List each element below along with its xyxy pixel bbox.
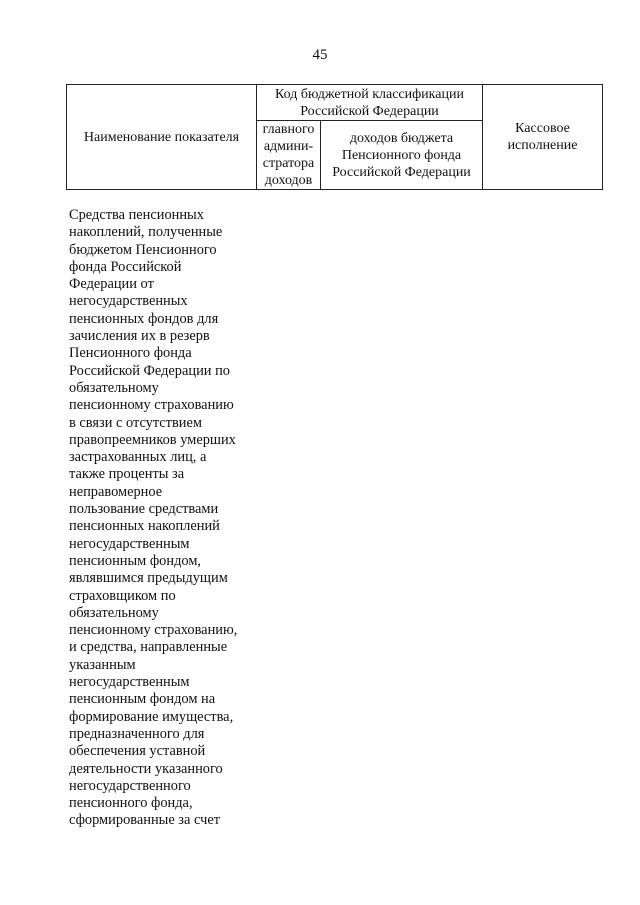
indicator-description: Средства пенсионных накоплений, полученные бюджетом Пенсионного фонда Российской Федерации от негосударственных пенсионных фондов для зачисления их в резерв Пенсионного фонда Российской Федерации по обязательному пенсионному страхованию в связи с отсутствием правопреемников умерших застрахованных лиц, а также проценты за неправомерное пользование средствами пенсионных накоплений негосударственным пенсионным фондом, являвшимся предыдущим страховщиком по обязательному пенсионному страхованию, и средства, направленные указанным негосударственным пенсионным фондом на формирование имущества, предназначенного для обеспечения уставной деятельности указанного негосударственного пенсионного фонда, сформированные за счет [69,207,238,829]
header-chief-administrator: главного админи-стратора доходов [257,121,321,190]
header-budget-code-group: Код бюджетной классификации Российской Федерации [257,85,483,121]
report-table [66,84,602,190]
header-cash-execution: Кассовое исполнение [483,85,603,190]
header-pension-fund-income: доходов бюджета Пенсионного фонда Российской Федерации [321,121,483,190]
page-number: 45 [312,47,328,63]
table-header [66,84,603,190]
header-indicator-name: Наименование показателя [67,85,257,190]
